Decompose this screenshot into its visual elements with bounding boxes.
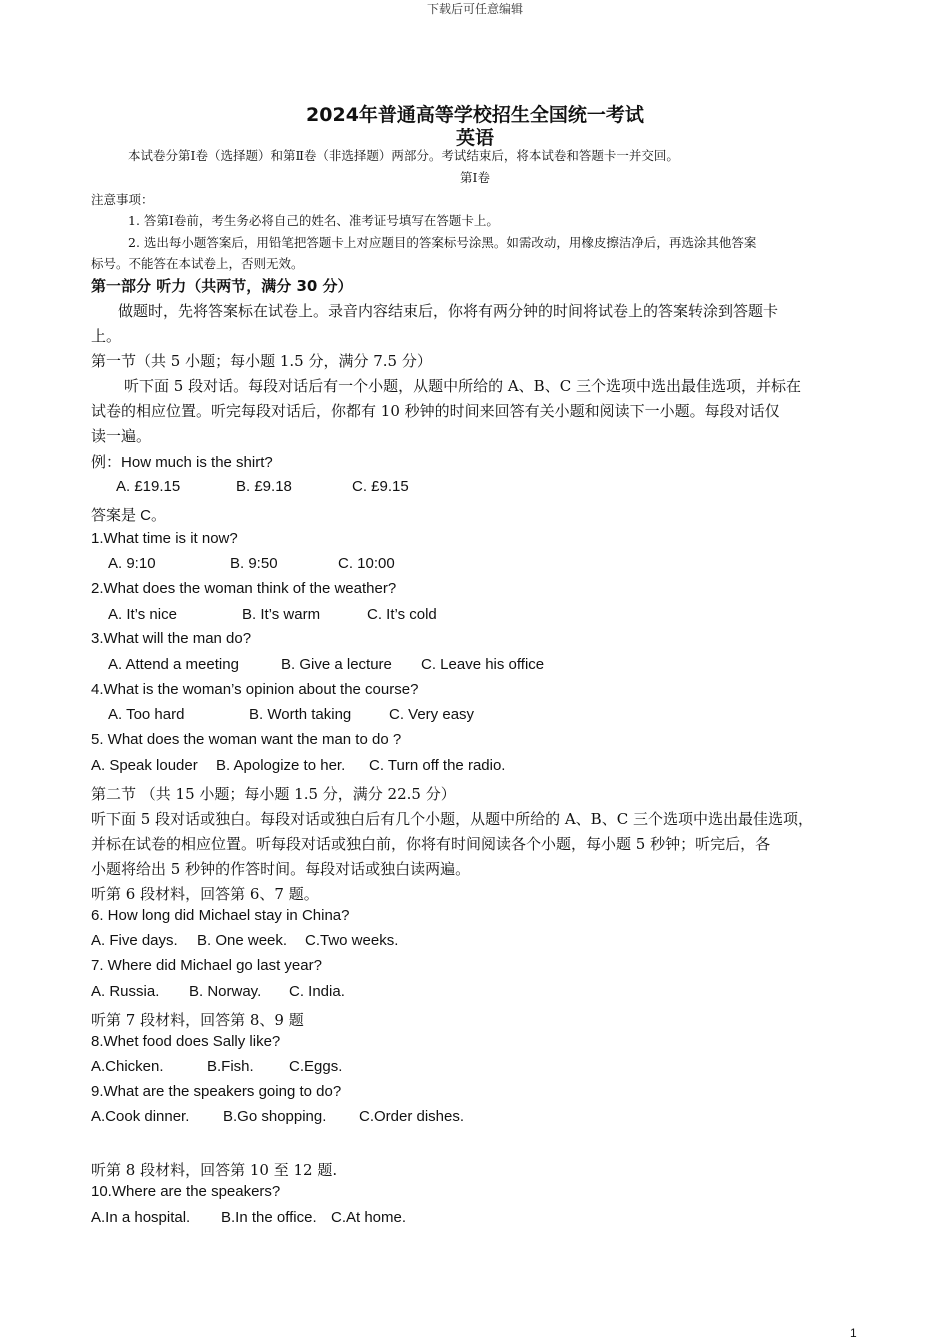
section1-instruction-3: 读一遍。 <box>91 427 152 445</box>
q4-option-c: C. Very easy <box>389 706 475 723</box>
answer-value: C。 <box>136 507 167 524</box>
question-7: 7. Where did Michael go last year? <box>91 957 322 974</box>
question-1: 1.What time is it now? <box>91 530 238 547</box>
example-option-c: C. £9.15 <box>352 478 409 495</box>
q4-option-b: B. Worth taking <box>249 706 352 723</box>
q5-option-c: C. Turn off the radio. <box>369 757 506 774</box>
q6-option-c: C.Two weeks. <box>305 932 399 949</box>
question-4: 4.What is the woman’s opinion about the course? <box>91 681 419 698</box>
volume-label: 第Ⅰ卷 <box>460 170 490 185</box>
q3-option-a: A. Attend a meeting <box>108 656 239 673</box>
q8-option-c: C.Eggs. <box>289 1058 343 1075</box>
q9-option-b: B.Go shopping. <box>223 1108 327 1125</box>
note-1: 1. 答第Ⅰ卷前，考生务必将自己的姓名、准考证号填写在答题卡上。 <box>128 213 499 228</box>
section1-heading: 第一节（共 5 小题；每小题 1.5 分，满分 7.5 分） <box>91 352 432 370</box>
exam-intro: 本试卷分第Ⅰ卷（选择题）和第Ⅱ卷（非选择题）两部分。考试结束后，将本试卷和答题卡一并交回。 <box>128 148 679 163</box>
part1-instruction-cont: 上。 <box>91 327 122 345</box>
q9-option-a: A.Cook dinner. <box>91 1108 190 1125</box>
q3-option-c: C. Leave his office <box>421 656 545 673</box>
q10-option-b: B.In the office. <box>221 1209 317 1226</box>
q7-option-b: B. Norway. <box>189 983 262 1000</box>
part1-instruction: 做题时，先将答案标在试卷上。录音内容结束后，你将有两分钟的时间将试卷上的答案转涂到答题卡 <box>118 302 779 320</box>
q1-option-c: C. 10:00 <box>338 555 395 572</box>
q4-option-a: A. Too hard <box>108 706 185 723</box>
example-option-b: B. £9.18 <box>236 478 292 495</box>
example-label: 例： <box>91 453 122 471</box>
q1-option-a: A. 9:10 <box>108 555 156 572</box>
page-number: 1 <box>850 1326 857 1340</box>
q9-option-c: C.Order dishes. <box>359 1108 465 1125</box>
exam-subject: 英语 <box>455 127 494 149</box>
section2-heading: 第二节 （共 15 小题；每小题 1.5 分，满分 22.5 分） <box>91 785 456 803</box>
q7-option-a: A. Russia. <box>91 983 160 1000</box>
page-header: 下载后可任意编辑 <box>426 2 523 16</box>
q2-option-a: A. It’s nice <box>108 606 177 623</box>
answer-label: 答案是 <box>91 506 137 524</box>
question-10: 10.Where are the speakers? <box>91 1183 281 1200</box>
question-5: 5. What does the woman want the man to do ? <box>91 731 402 748</box>
q2-option-c: C. It’s cold <box>367 606 437 623</box>
example-question <box>91 451 273 472</box>
material-6-instruction: 听第 6 段材料，回答第 6、7 题。 <box>91 885 319 903</box>
q10-option-c: C.At home. <box>331 1209 407 1226</box>
note-2: 2. 选出每小题答案后，用铅笔把答题卡上对应题目的答案标号涂黑。如需改动，用橡皮擦洁净后，再选涂其他答案 <box>128 235 757 250</box>
section1-instruction: 听下面 5 段对话。每段对话后有一个小题，从题中所给的 A、B、C 三个选项中选出最佳选项，并标在 <box>124 377 801 395</box>
q1-option-b: B. 9:50 <box>230 555 278 572</box>
part1-heading: 第一部分 听力（共两节，满分 30 分） <box>91 277 353 295</box>
section2-instruction-2: 并标在试卷的相应位置。听每段对话或独白前，你将有时间阅读各个小题，每小题 5 秒钟；听完后，各 <box>91 835 771 853</box>
q7-option-c: C. India. <box>289 983 345 1000</box>
question-2: 2.What does the woman think of the weather? <box>91 580 397 597</box>
material-7-instruction: 听第 7 段材料，回答第 8、9 题 <box>91 1011 304 1029</box>
q6-option-b: B. One week. <box>197 932 288 949</box>
example-option-a: A. £19.15 <box>116 478 181 495</box>
q8-option-a: A.Chicken. <box>91 1058 164 1075</box>
q6-option-a: A. Five days. <box>91 932 178 949</box>
q5-option-a: A. Speak louder <box>91 757 198 774</box>
section1-instruction-2: 试卷的相应位置。听完每段对话后，你都有 10 秒钟的时间来回答有关小题和阅读下一小题。每段对话仅 <box>91 402 780 420</box>
exam-title: 2024年普通高等学校招生全国统一考试 <box>306 104 644 126</box>
section2-instruction: 听下面 5 段对话或独白。每段对话或独白后有几个小题，从题中所给的 A、B、C 三个选项中选出最佳选项， <box>91 810 813 828</box>
question-3: 3.What will the man do? <box>91 630 252 647</box>
note-2-cont: 标号。不能答在本试卷上，否则无效。 <box>91 256 304 271</box>
q2-option-b: B. It’s warm <box>242 606 321 623</box>
question-6: 6. How long did Michael stay in China? <box>91 907 350 924</box>
material-8-instruction: 听第 8 段材料，回答第 10 至 12 题. <box>91 1161 338 1179</box>
example-answer <box>91 504 166 525</box>
q8-option-b: B.Fish. <box>207 1058 254 1075</box>
section2-instruction-3: 小题将给出 5 秒钟的作答时间。每段对话或独白读两遍。 <box>91 860 471 878</box>
question-9: 9.What are the speakers going to do? <box>91 1083 342 1100</box>
example-text: How much is the shirt? <box>121 454 273 471</box>
notes-heading: 注意事项： <box>91 192 154 207</box>
question-8: 8.Whet food does Sally like? <box>91 1033 281 1050</box>
q5-option-b: B. Apologize to her. <box>216 757 346 774</box>
q3-option-b: B. Give a lecture <box>281 656 392 673</box>
q10-option-a: A.In a hospital. <box>91 1209 191 1226</box>
